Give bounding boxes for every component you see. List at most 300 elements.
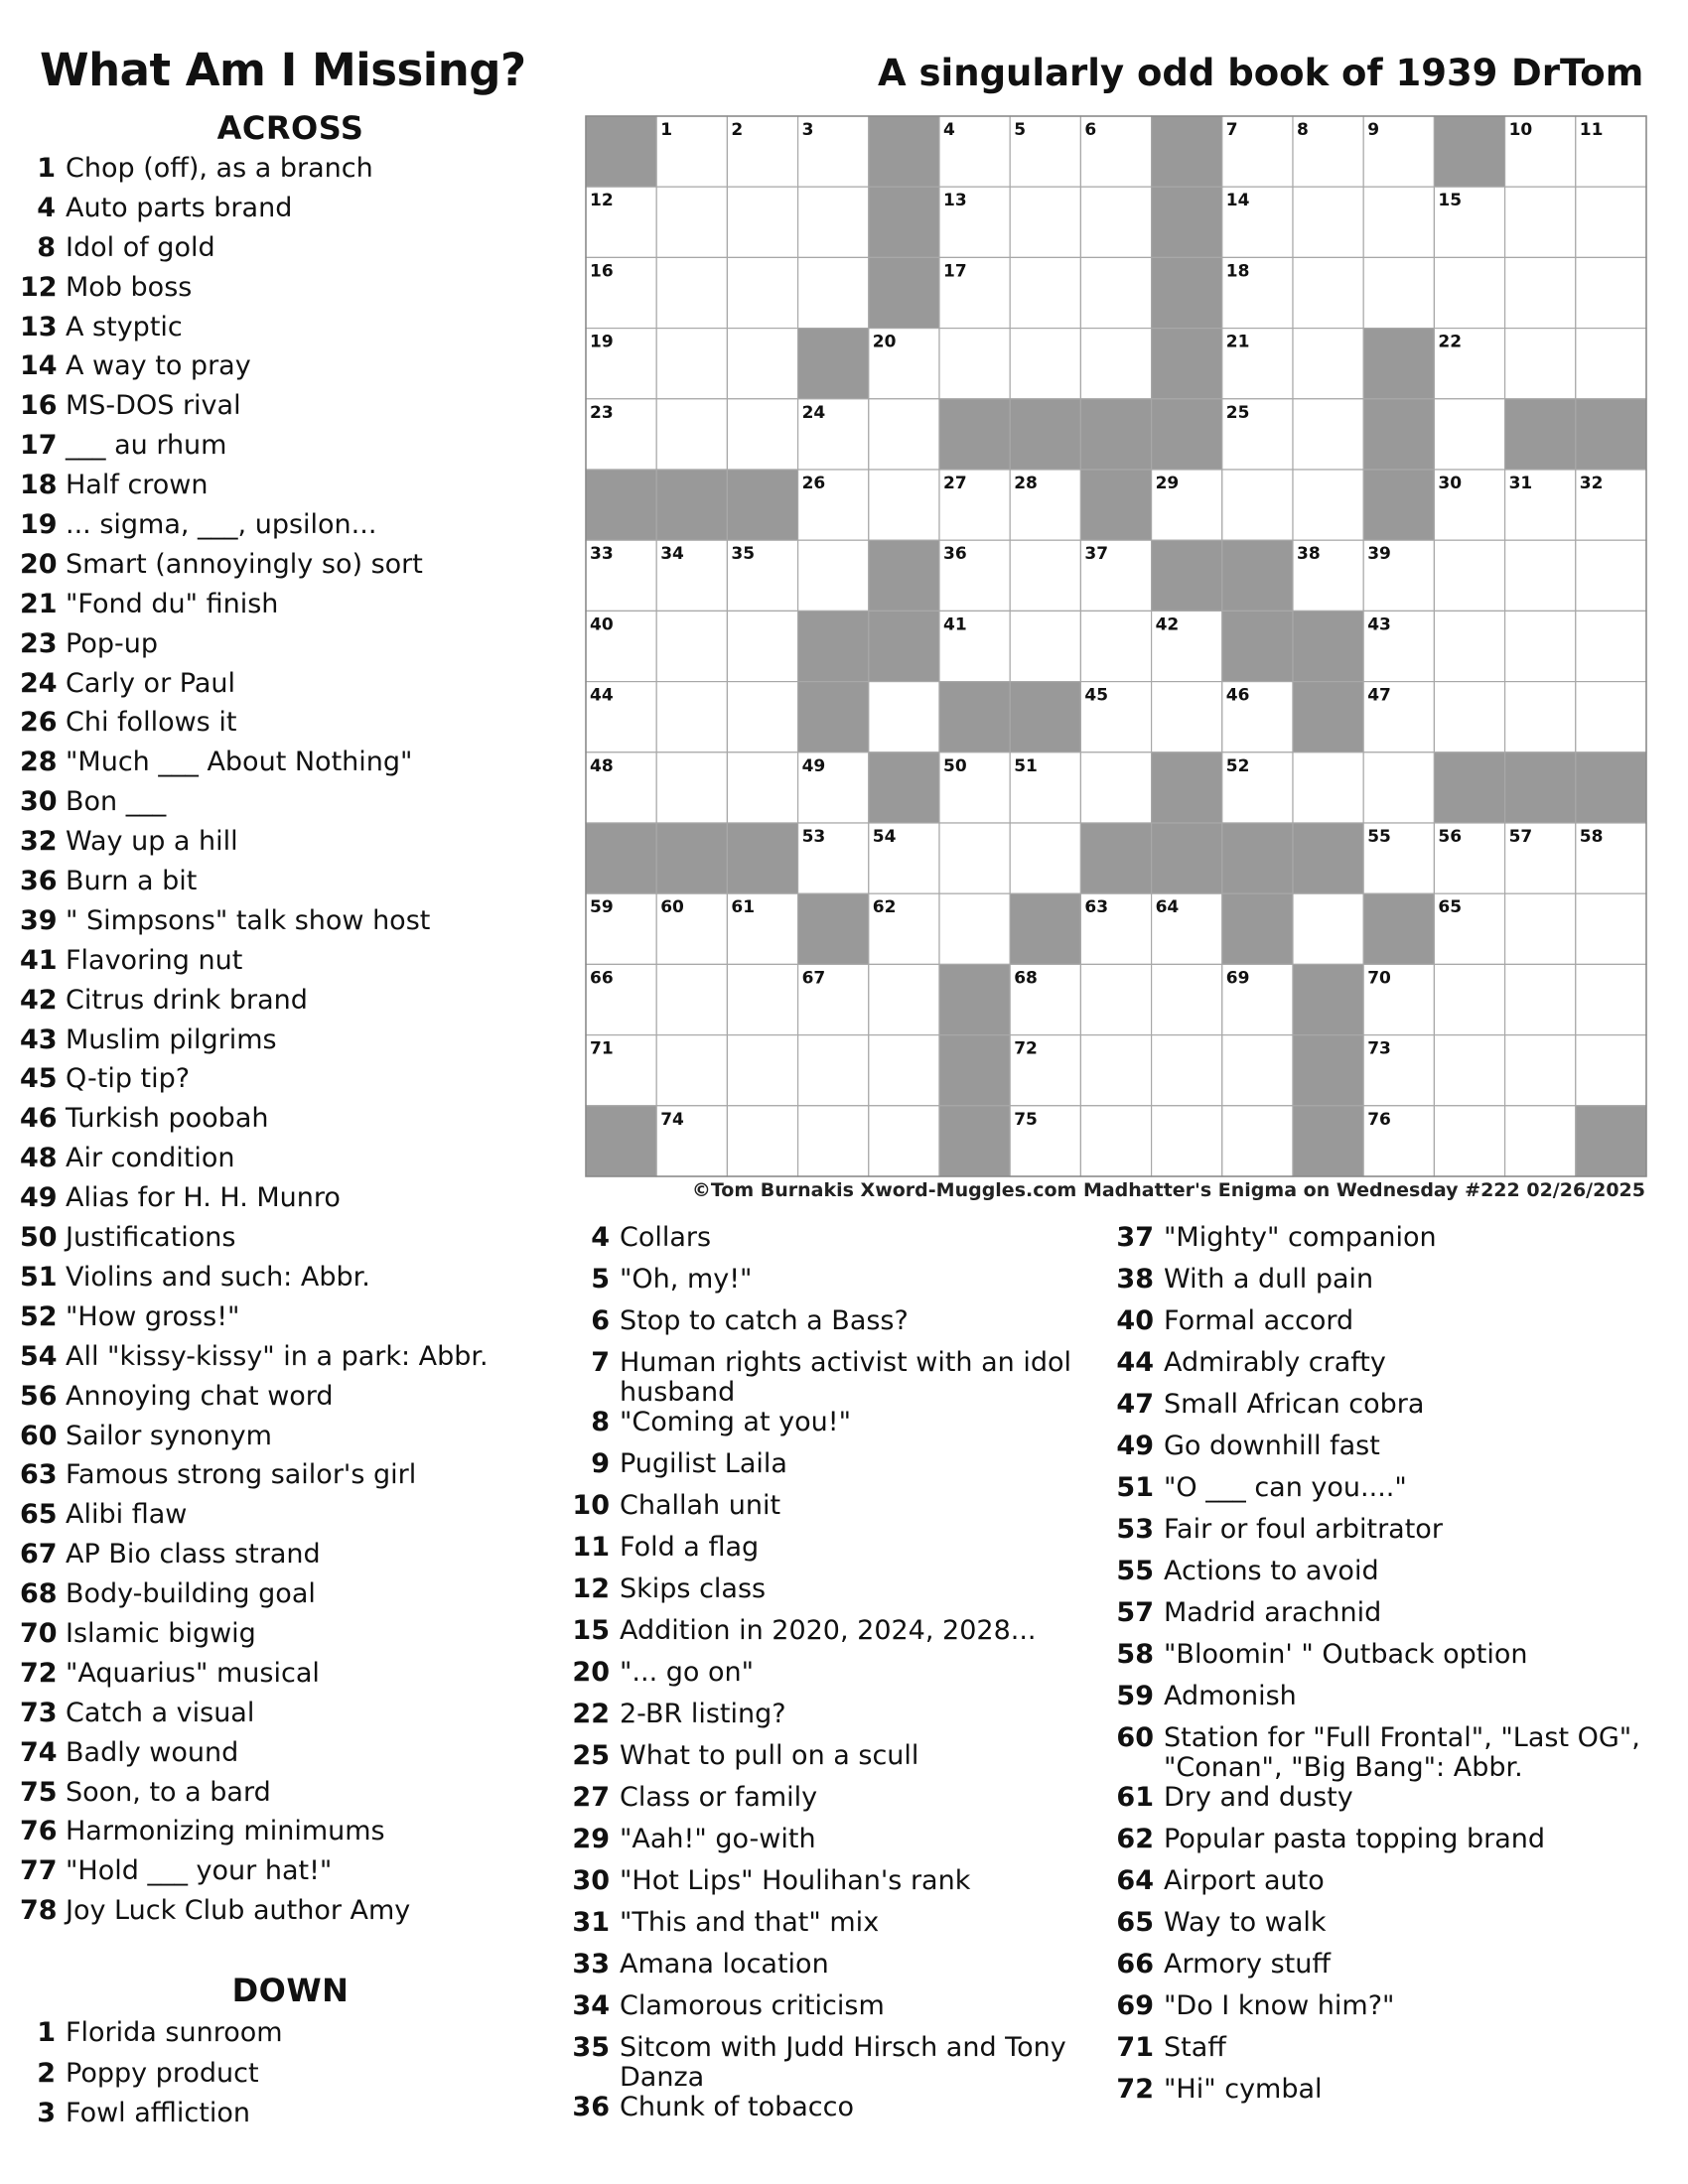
- clue-number: 74: [20, 1736, 58, 1768]
- grid-cell[interactable]: [1010, 611, 1080, 681]
- clue-item: [566, 1908, 1102, 1950]
- cell-number: 19: [590, 332, 614, 352]
- grid-block: [1293, 823, 1363, 893]
- grid-block: [1505, 399, 1576, 470]
- grid-cell[interactable]: [1576, 540, 1646, 611]
- clue-number: 22: [572, 1699, 610, 1729]
- clue-item: [20, 1698, 561, 1737]
- grid-cell[interactable]: [656, 1035, 727, 1106]
- grid-block: [939, 1035, 1010, 1106]
- clue-number: 7: [591, 1347, 610, 1378]
- clue-text: Air condition: [66, 1143, 235, 1174]
- grid-cell[interactable]: [1434, 964, 1504, 1034]
- grid-block: [1576, 1106, 1646, 1176]
- clue-text: "Much ___ About Nothing": [66, 747, 413, 778]
- grid-cell[interactable]: [1576, 257, 1646, 328]
- grid-cell[interactable]: [869, 682, 939, 752]
- clue-text: All "kissy-kissy" in a park: Abbr.: [66, 1340, 489, 1372]
- clue-item: [20, 1618, 561, 1658]
- grid-block: [869, 116, 939, 187]
- down-clues-col-3: [1110, 1223, 1676, 2116]
- grid-cell[interactable]: [1293, 752, 1363, 823]
- clue-item: [1110, 2075, 1676, 2116]
- grid-cell[interactable]: [1080, 1106, 1151, 1176]
- clue-item: [20, 312, 561, 351]
- clue-text: Turkish poobah: [66, 1103, 269, 1135]
- clue-item: [20, 1499, 561, 1539]
- cell-number: 46: [1225, 685, 1250, 706]
- grid-block: [1222, 540, 1293, 611]
- clue-text: Badly wound: [66, 1736, 239, 1768]
- clue-item: [566, 1449, 1102, 1491]
- clue-number: 20: [20, 548, 58, 580]
- clue-item: [20, 272, 561, 312]
- grid-cell[interactable]: [1363, 187, 1434, 257]
- grid-cell[interactable]: [656, 611, 727, 681]
- cell-number: 8: [1297, 120, 1309, 140]
- clue-text: A way to pray: [66, 350, 251, 382]
- cell-number: 42: [1155, 614, 1180, 635]
- clue-text: Way to walk: [1164, 1907, 1327, 1938]
- cell-number: 70: [1367, 968, 1391, 989]
- clue-number: 39: [20, 904, 58, 936]
- grid-cell[interactable]: [1576, 893, 1646, 964]
- grid-cell[interactable]: [1576, 682, 1646, 752]
- grid-cell[interactable]: [1293, 470, 1363, 540]
- grid-cell[interactable]: [727, 611, 797, 681]
- clue-text: Islamic bigwig: [66, 1617, 256, 1649]
- grid-cell[interactable]: [1363, 257, 1434, 328]
- clue-text: Catch a visual: [66, 1697, 255, 1728]
- clue-number: 36: [572, 2092, 610, 2122]
- grid-block: [1222, 611, 1293, 681]
- clue-number: 10: [572, 1490, 610, 1521]
- down-heading: DOWN: [231, 1972, 350, 2009]
- grid-cell[interactable]: [1222, 1106, 1293, 1176]
- cell-number: 3: [801, 120, 814, 140]
- grid-cell[interactable]: [1010, 257, 1080, 328]
- cell-number: 25: [1225, 402, 1250, 423]
- cell-number: 49: [801, 755, 826, 776]
- clue-text: "Mighty" companion: [1164, 1222, 1437, 1253]
- clue-number: 48: [20, 1143, 58, 1174]
- across-clues: [20, 109, 561, 1935]
- grid-cell[interactable]: [1505, 611, 1576, 681]
- grid-cell[interactable]: [1010, 187, 1080, 257]
- clue-text: "Oh, my!": [620, 1264, 753, 1295]
- across-heading: ACROSS: [216, 109, 364, 147]
- grid-block: [586, 470, 656, 540]
- grid-cell[interactable]: [656, 752, 727, 823]
- clue-number: 32: [20, 826, 58, 858]
- clue-number: 66: [1116, 1949, 1154, 1979]
- grid-block: [1363, 893, 1434, 964]
- cell-number: 71: [590, 1038, 614, 1059]
- clue-item: [1110, 1557, 1676, 1598]
- clue-text: Small African cobra: [1164, 1389, 1425, 1420]
- grid-cell[interactable]: [1293, 399, 1363, 470]
- grid-cell[interactable]: [1505, 964, 1576, 1034]
- clue-text: Fair or foul arbitrator: [1164, 1514, 1443, 1545]
- clue-number: 14: [20, 350, 58, 382]
- grid-cell[interactable]: [727, 752, 797, 823]
- grid-block: [1010, 893, 1080, 964]
- clue-number: 72: [20, 1657, 58, 1689]
- clue-number: 64: [1116, 1865, 1154, 1896]
- copyright-line: ©Tom Burnakis Xword-Muggles.com Madhatter's Enigma on Wednesday #222 02/26/2025: [691, 1179, 1645, 1201]
- grid-cell[interactable]: [869, 964, 939, 1034]
- clue-item: [20, 470, 561, 509]
- clue-text: Chop (off), as a branch: [66, 153, 373, 184]
- clue-item: [566, 1265, 1102, 1306]
- grid-cell[interactable]: [1505, 1035, 1576, 1106]
- cell-number: 54: [872, 827, 897, 847]
- clue-number: 77: [20, 1855, 58, 1887]
- clue-number: 18: [20, 470, 58, 501]
- clue-text: "This and that" mix: [620, 1907, 880, 1938]
- clue-number: 19: [20, 509, 58, 541]
- clue-item: [20, 1895, 561, 1935]
- clue-item: [566, 1700, 1102, 1741]
- clue-text: A styptic: [66, 311, 183, 342]
- clue-number: 73: [20, 1697, 58, 1728]
- clue-number: 1: [37, 153, 56, 184]
- clue-item: [20, 153, 561, 193]
- cell-number: 76: [1367, 1109, 1391, 1130]
- clue-number: 24: [20, 667, 58, 699]
- grid-cell[interactable]: [1222, 1035, 1293, 1106]
- cell-number: 44: [590, 685, 614, 706]
- clue-text: Half crown: [66, 470, 209, 501]
- grid-cell[interactable]: [1505, 187, 1576, 257]
- clue-item: [1110, 2033, 1676, 2075]
- grid-cell[interactable]: [1080, 752, 1151, 823]
- crossword-grid[interactable]: [585, 115, 1645, 1175]
- clue-text: Bon ___: [66, 786, 167, 818]
- clue-number: 30: [20, 786, 58, 818]
- clue-number: 76: [20, 1816, 58, 1847]
- grid-cell[interactable]: [1434, 1035, 1504, 1106]
- clue-number: 8: [37, 231, 56, 263]
- cell-number: 1: [660, 120, 673, 140]
- clue-text: Smart (annoyingly so) sort: [66, 548, 423, 580]
- grid-cell[interactable]: [1152, 1106, 1222, 1176]
- clue-item: [1110, 1991, 1676, 2033]
- grid-cell[interactable]: [1505, 893, 1576, 964]
- grid-cell[interactable]: [727, 1035, 797, 1106]
- grid-cell[interactable]: [1152, 964, 1222, 1034]
- clue-item: [20, 945, 561, 985]
- clue-item: [20, 1024, 561, 1064]
- grid-cell[interactable]: [1505, 257, 1576, 328]
- grid-cell[interactable]: [727, 257, 797, 328]
- grid-cell[interactable]: [869, 1106, 939, 1176]
- clue-item: [20, 747, 561, 786]
- grid-cell[interactable]: [1152, 682, 1222, 752]
- cell-number: 11: [1579, 120, 1604, 140]
- cell-number: 29: [1155, 474, 1180, 493]
- grid-cell[interactable]: [1080, 329, 1151, 399]
- clue-number: 65: [20, 1499, 58, 1531]
- clue-text: Annoying chat word: [66, 1380, 334, 1412]
- grid-cell[interactable]: [656, 399, 727, 470]
- cell-number: 39: [1367, 544, 1391, 565]
- clue-number: 47: [1116, 1389, 1154, 1420]
- clue-text: Stop to catch a Bass?: [620, 1305, 909, 1336]
- grid-cell[interactable]: [1010, 329, 1080, 399]
- clue-number: 75: [20, 1776, 58, 1808]
- clue-text: "Hot Lips" Houlihan's rank: [620, 1865, 971, 1896]
- grid-cell[interactable]: [1434, 257, 1504, 328]
- clue-number: 27: [572, 1782, 610, 1813]
- clue-item: [20, 1539, 561, 1578]
- clue-item: [1110, 1682, 1676, 1723]
- clue-number: 49: [20, 1182, 58, 1214]
- clue-item: [20, 549, 561, 589]
- grid-cell[interactable]: [727, 399, 797, 470]
- cell-number: 20: [872, 332, 897, 352]
- clue-number: 11: [572, 1532, 610, 1563]
- clue-number: 6: [591, 1305, 610, 1336]
- grid-cell[interactable]: [1222, 470, 1293, 540]
- grid-block: [1080, 399, 1151, 470]
- clue-number: 9: [591, 1448, 610, 1479]
- clue-item: [566, 1616, 1102, 1658]
- grid-cell[interactable]: [1576, 329, 1646, 399]
- clue-item: [20, 1658, 561, 1698]
- clue-number: 23: [20, 627, 58, 659]
- grid-cell[interactable]: [1080, 1035, 1151, 1106]
- cell-number: 24: [801, 402, 826, 423]
- clue-number: 68: [20, 1578, 58, 1610]
- cell-number: 27: [943, 474, 967, 493]
- grid-cell[interactable]: [1080, 611, 1151, 681]
- clue-number: 43: [20, 1024, 58, 1055]
- grid-cell[interactable]: [1505, 329, 1576, 399]
- clue-number: 51: [1116, 1472, 1154, 1503]
- clue-item: [1110, 1432, 1676, 1473]
- clue-item: [1110, 1908, 1676, 1950]
- grid-cell[interactable]: [1434, 399, 1504, 470]
- clue-item: [20, 1222, 561, 1262]
- grid-block: [1010, 682, 1080, 752]
- clue-text: What to pull on a scull: [620, 1740, 919, 1771]
- grid-cell[interactable]: [1080, 257, 1151, 328]
- clue-item: [20, 509, 561, 549]
- cell-number: 51: [1014, 755, 1038, 776]
- clue-text: "Hi" cymbal: [1164, 2074, 1323, 2105]
- grid-cell[interactable]: [656, 187, 727, 257]
- grid-cell[interactable]: [939, 329, 1010, 399]
- down-clues-col-2: [566, 1223, 1102, 2134]
- grid-cell[interactable]: [798, 1106, 869, 1176]
- cell-number: 38: [1297, 544, 1321, 565]
- grid-cell[interactable]: [727, 682, 797, 752]
- grid-cell[interactable]: [869, 1035, 939, 1106]
- clue-text: Justifications: [66, 1222, 236, 1254]
- grid-cell[interactable]: [727, 964, 797, 1034]
- clue-text: Station for "Full Frontal", "Last OG", "Conan", "Big Bang": Abbr.: [1164, 1722, 1640, 1783]
- grid-cell[interactable]: [656, 682, 727, 752]
- clue-text: Muslim pilgrims: [66, 1024, 277, 1055]
- grid-block: [586, 116, 656, 187]
- clue-number: 46: [20, 1103, 58, 1135]
- clue-item: [20, 866, 561, 905]
- clue-text: Collars: [620, 1222, 712, 1253]
- cell-number: 10: [1508, 120, 1533, 140]
- grid-cell[interactable]: [869, 399, 939, 470]
- grid-cell[interactable]: [1293, 187, 1363, 257]
- clue-number: 61: [1116, 1782, 1154, 1813]
- grid-cell[interactable]: [727, 187, 797, 257]
- grid-cell[interactable]: [1010, 540, 1080, 611]
- clue-text: Admirably crafty: [1164, 1347, 1386, 1378]
- grid-block: [1152, 257, 1222, 328]
- cell-number: 9: [1367, 120, 1380, 140]
- grid-cell[interactable]: [1505, 682, 1576, 752]
- clue-text: "How gross!": [66, 1300, 240, 1332]
- clue-item: [20, 1301, 561, 1341]
- cell-number: 4: [943, 120, 955, 140]
- grid-block: [656, 823, 727, 893]
- clue-text: Soon, to a bard: [66, 1776, 271, 1808]
- clue-item: [566, 2093, 1102, 2134]
- clue-item: [20, 1341, 561, 1381]
- grid-block: [869, 611, 939, 681]
- cell-number: 63: [1084, 897, 1109, 918]
- clue-item: [20, 1421, 561, 1460]
- grid-cell[interactable]: [798, 540, 869, 611]
- grid-block: [586, 823, 656, 893]
- clue-item: [566, 1306, 1102, 1348]
- clue-item: [20, 1777, 561, 1817]
- grid-block: [1152, 329, 1222, 399]
- grid-cell[interactable]: [1363, 752, 1434, 823]
- grid-block: [1152, 116, 1222, 187]
- clue-number: 50: [20, 1222, 58, 1254]
- grid-cell[interactable]: [798, 187, 869, 257]
- grid-cell[interactable]: [1576, 187, 1646, 257]
- puzzle-title: What Am I Missing?: [40, 44, 526, 96]
- clue-number: 78: [20, 1895, 58, 1927]
- grid-cell[interactable]: [656, 964, 727, 1034]
- cell-number: 28: [1014, 474, 1038, 493]
- clue-text: Human rights activist with an idol husband: [620, 1347, 1072, 1408]
- clue-item: [566, 1950, 1102, 1991]
- clue-number: 51: [20, 1261, 58, 1293]
- grid-cell[interactable]: [1152, 1035, 1222, 1106]
- grid-cell[interactable]: [656, 257, 727, 328]
- clue-number: 15: [572, 1615, 610, 1646]
- grid-cell[interactable]: [656, 329, 727, 399]
- grid-cell[interactable]: [1293, 893, 1363, 964]
- clue-text: Citrus drink brand: [66, 984, 308, 1016]
- clue-item: [566, 1223, 1102, 1265]
- grid-cell[interactable]: [1505, 1106, 1576, 1176]
- grid-cell[interactable]: [1434, 1106, 1504, 1176]
- grid-cell[interactable]: [869, 470, 939, 540]
- grid-cell[interactable]: [939, 893, 1010, 964]
- clue-number: 56: [20, 1380, 58, 1412]
- cell-number: 15: [1438, 191, 1463, 211]
- clue-text: Mob boss: [66, 271, 193, 303]
- cell-number: 26: [801, 474, 826, 493]
- clue-item: [20, 2098, 561, 2138]
- grid-cell[interactable]: [727, 329, 797, 399]
- clue-text: Clamorous criticism: [620, 1990, 885, 2021]
- puzzle-author: DrTom: [1511, 52, 1644, 94]
- clue-text: MS-DOS rival: [66, 390, 241, 422]
- clue-item: [20, 589, 561, 628]
- cell-number: 68: [1014, 968, 1038, 989]
- clue-number: 4: [37, 192, 56, 223]
- clue-text: Alibi flaw: [66, 1499, 188, 1531]
- grid-block: [798, 611, 869, 681]
- cell-number: 33: [590, 544, 614, 565]
- cell-number: 31: [1508, 474, 1533, 493]
- grid-cell[interactable]: [1010, 823, 1080, 893]
- grid-cell[interactable]: [1293, 329, 1363, 399]
- grid-cell[interactable]: [1576, 611, 1646, 681]
- clue-number: 37: [1116, 1222, 1154, 1253]
- cell-number: 16: [590, 261, 614, 282]
- clue-number: 55: [1116, 1556, 1154, 1586]
- clue-number: 12: [572, 1573, 610, 1604]
- clue-item: [566, 1348, 1102, 1408]
- cell-number: 66: [590, 968, 614, 989]
- cell-number: 53: [801, 827, 826, 847]
- grid-cell[interactable]: [1505, 540, 1576, 611]
- grid-cell[interactable]: [1434, 682, 1504, 752]
- clue-text: Joy Luck Club author Amy: [66, 1895, 411, 1927]
- clue-item: [1110, 1223, 1676, 1265]
- clue-item: [20, 1182, 561, 1222]
- clue-number: 16: [20, 390, 58, 422]
- cell-number: 7: [1225, 120, 1238, 140]
- clue-number: 70: [20, 1617, 58, 1649]
- grid-svg: [585, 115, 1647, 1177]
- grid-cell[interactable]: [1434, 540, 1504, 611]
- grid-cell[interactable]: [1293, 257, 1363, 328]
- grid-cell[interactable]: [798, 257, 869, 328]
- clue-number: 67: [20, 1539, 58, 1570]
- clue-number: 41: [20, 944, 58, 976]
- grid-cell[interactable]: [798, 1035, 869, 1106]
- clue-item: [566, 1408, 1102, 1449]
- cell-number: 32: [1579, 474, 1604, 493]
- grid-cell[interactable]: [727, 1106, 797, 1176]
- clue-text: Class or family: [620, 1782, 818, 1813]
- cell-number: 64: [1155, 897, 1180, 918]
- grid-cell[interactable]: [1080, 964, 1151, 1034]
- clue-number: 28: [20, 747, 58, 778]
- grid-cell[interactable]: [1080, 187, 1151, 257]
- cell-number: 65: [1438, 897, 1463, 918]
- grid-cell[interactable]: [1576, 964, 1646, 1034]
- grid-cell[interactable]: [1576, 1035, 1646, 1106]
- clue-number: 52: [20, 1300, 58, 1332]
- clue-item: [566, 1825, 1102, 1866]
- grid-cell[interactable]: [1434, 611, 1504, 681]
- clue-text: Actions to avoid: [1164, 1556, 1379, 1586]
- clue-item: [20, 1855, 561, 1895]
- grid-block: [1152, 540, 1222, 611]
- clue-text: Armory stuff: [1164, 1949, 1331, 1979]
- clue-text: Skips class: [620, 1573, 767, 1604]
- grid-cell[interactable]: [939, 823, 1010, 893]
- clue-text: Fowl affliction: [66, 2098, 250, 2128]
- clue-text: Idol of gold: [66, 231, 215, 263]
